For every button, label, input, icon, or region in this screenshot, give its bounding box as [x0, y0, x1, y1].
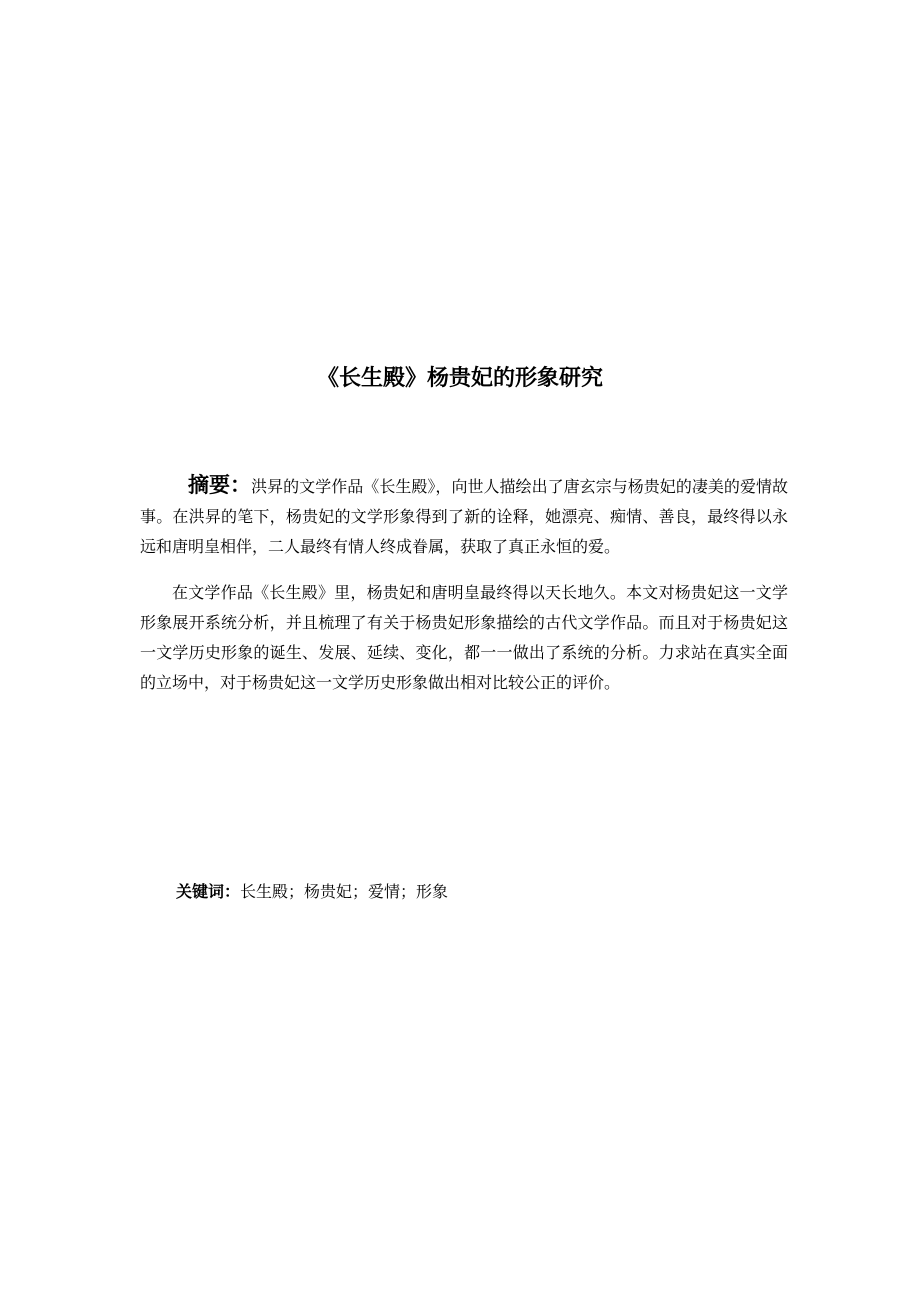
abstract-paragraph-1 [140, 470, 788, 562]
keywords-line [176, 878, 448, 906]
keywords-label: 关键词： [176, 882, 241, 901]
abstract-section [140, 470, 788, 698]
abstract-label: 摘要： [188, 473, 252, 497]
keywords-value: 长生殿；杨贵妃；爱情；形象 [240, 882, 449, 901]
abstract-paragraph-2 [140, 578, 788, 698]
page-title: 《长生殿》杨贵妃的形象研究 [316, 366, 603, 391]
abstract-text-2: 在文学作品《长生殿》里，杨贵妃和唐明皇最终得以天长地久。本文对杨贵妃这一文学形象展开系统分析，并且梳理了有关于杨贵妃形象描绘的古代文学作品。而且对于杨贵妃这一文学历史形象的诞生、发展、延续、变化，都一一做出了系统的分析。力求站在真实全面的立场中，对于杨贵妃这一文学历史形象做出相对比较公正的评价。 [140, 583, 788, 692]
abstract-text-1: 洪昇的文学作品《长生殿》，向世人描绘出了唐玄宗与杨贵妃的凄美的爱情故事。在洪昇的笔下，杨贵妃的文学形象得到了新的诠释，她漂亮、痴情、善良，最终得以永远和唐明皇相伴，二人最终有情人终成眷属，获取了真正永恒的爱。 [140, 477, 788, 556]
